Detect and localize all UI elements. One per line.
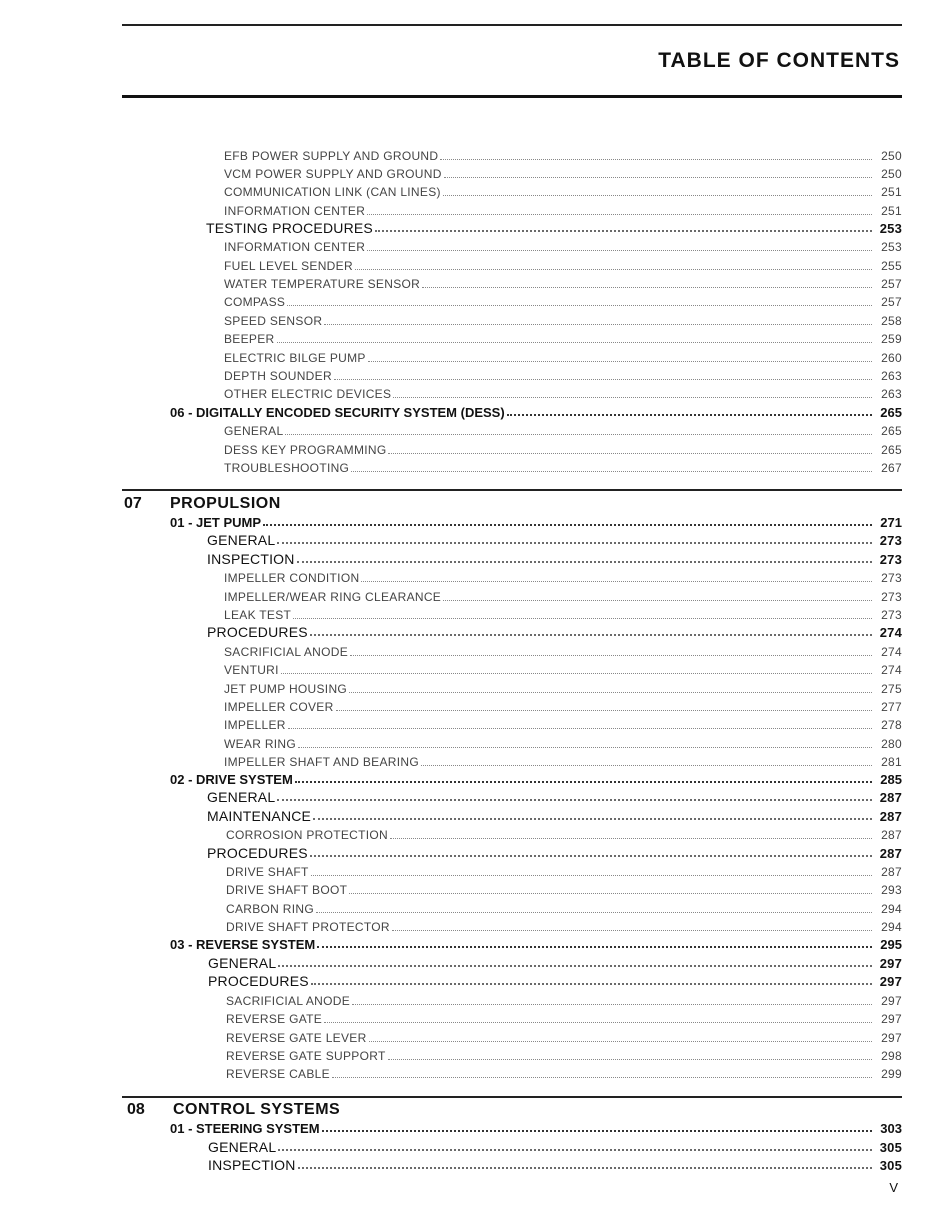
toc-entry-page: 255 bbox=[881, 259, 902, 273]
dot-leader bbox=[443, 195, 872, 196]
toc-entry-page: 297 bbox=[879, 956, 902, 971]
toc-entry-page: 287 bbox=[879, 790, 902, 805]
toc-entry-page: 287 bbox=[879, 809, 902, 824]
toc-entry[interactable] bbox=[224, 181, 902, 199]
toc-entry-page: 267 bbox=[881, 461, 902, 475]
toc-entry[interactable] bbox=[208, 1137, 902, 1155]
dot-leader bbox=[324, 1022, 872, 1023]
toc-entry[interactable] bbox=[224, 145, 902, 163]
toc-entry-page: 287 bbox=[881, 828, 902, 842]
toc-entry-page: 265 bbox=[881, 443, 902, 457]
toc-entry-page: 250 bbox=[881, 149, 902, 163]
toc-entry[interactable] bbox=[226, 879, 902, 897]
toc-entry[interactable] bbox=[224, 310, 902, 328]
toc-entry[interactable] bbox=[224, 383, 902, 401]
toc-entry-label: DRIVE SHAFT bbox=[226, 865, 309, 879]
toc-entry-label: INSPECTION bbox=[207, 551, 295, 567]
toc-entry-label: INSPECTION bbox=[208, 1157, 296, 1173]
toc-entry-page: 281 bbox=[881, 755, 902, 769]
toc-entry-label: JET PUMP HOUSING bbox=[224, 682, 348, 696]
toc-entry-label: DEPTH SOUNDER bbox=[224, 369, 332, 383]
toc-entry-label: CARBON RING bbox=[226, 902, 314, 916]
toc-entry-label: PROCEDURES bbox=[207, 845, 308, 861]
toc-entry-label: REVERSE GATE SUPPORT bbox=[226, 1049, 386, 1063]
dot-leader bbox=[313, 818, 872, 820]
dot-leader bbox=[298, 747, 872, 748]
toc-entry-label: SPEED SENSOR bbox=[224, 314, 323, 328]
dot-leader bbox=[278, 1149, 872, 1151]
dot-leader bbox=[295, 781, 872, 783]
toc-entry-label: 02 - DRIVE SYSTEM bbox=[170, 772, 293, 787]
toc-entry-label: GENERAL bbox=[208, 955, 277, 971]
toc-entry[interactable] bbox=[224, 291, 902, 309]
toc-entry-label: VENTURI bbox=[224, 663, 279, 677]
dot-leader bbox=[316, 912, 872, 913]
toc-entry[interactable] bbox=[224, 347, 902, 365]
toc-entry-page: 285 bbox=[880, 772, 902, 787]
dot-leader bbox=[336, 710, 872, 711]
toc-entry-label: EFB POWER SUPPLY AND GROUND bbox=[224, 149, 439, 163]
toc-entry-page: 273 bbox=[881, 571, 902, 585]
toc-entry-label: IMPELLER bbox=[224, 718, 286, 732]
toc-entry-label: DRIVE SHAFT PROTECTOR bbox=[226, 920, 390, 934]
dot-leader bbox=[311, 875, 872, 876]
toc-entry[interactable] bbox=[224, 365, 902, 383]
toc-entry-page: 287 bbox=[879, 846, 902, 861]
toc-entry-page: 303 bbox=[880, 1121, 902, 1136]
toc-entry-page: 274 bbox=[879, 625, 902, 640]
section-rule bbox=[122, 1096, 902, 1098]
toc-entry-label: IMPELLER SHAFT AND BEARING bbox=[224, 755, 419, 769]
toc-entry-page: 297 bbox=[881, 1012, 902, 1026]
section-number: 08 bbox=[127, 1101, 145, 1118]
dot-leader bbox=[421, 765, 872, 766]
toc-entry[interactable] bbox=[224, 733, 902, 751]
toc-entry-page: 295 bbox=[880, 937, 902, 952]
toc-entry-label: FUEL LEVEL SENDER bbox=[224, 259, 353, 273]
dot-leader bbox=[281, 673, 872, 674]
section-rule bbox=[122, 489, 902, 491]
toc-entry[interactable] bbox=[224, 751, 902, 769]
dot-leader bbox=[332, 1077, 872, 1078]
toc-entry-label: 03 - REVERSE SYSTEM bbox=[170, 937, 316, 952]
toc-entry-label: REVERSE GATE LEVER bbox=[226, 1031, 367, 1045]
toc-entry-page: 273 bbox=[879, 552, 902, 567]
dot-leader bbox=[422, 287, 872, 288]
toc-entry-page: 263 bbox=[881, 387, 902, 401]
dot-leader bbox=[440, 159, 872, 160]
toc-entry-page: 258 bbox=[881, 314, 902, 328]
dot-leader bbox=[392, 930, 872, 931]
toc-entry-label: CORROSION PROTECTION bbox=[226, 828, 389, 842]
toc-entry[interactable] bbox=[224, 200, 902, 218]
toc-entry[interactable] bbox=[226, 824, 902, 842]
toc-entry-page: 253 bbox=[881, 240, 902, 254]
dot-leader bbox=[361, 581, 872, 582]
toc-entry-label: VCM POWER SUPPLY AND GROUND bbox=[224, 167, 442, 181]
toc-entry-label: TESTING PROCEDURES bbox=[206, 220, 373, 236]
section-title: PROPULSION bbox=[170, 495, 281, 512]
dot-leader bbox=[288, 728, 872, 729]
toc-entry[interactable] bbox=[224, 586, 902, 604]
toc-entry[interactable] bbox=[207, 530, 902, 548]
toc-entry-label: GENERAL bbox=[208, 1139, 277, 1155]
toc-entry-label: DESS KEY PROGRAMMING bbox=[224, 443, 387, 457]
toc-entry-page: 257 bbox=[881, 277, 902, 291]
toc-entry-label: REVERSE GATE bbox=[226, 1012, 323, 1026]
toc-entry-page: 253 bbox=[879, 221, 902, 236]
toc-entry-page: 280 bbox=[881, 737, 902, 751]
section-number: 07 bbox=[124, 495, 142, 512]
toc-entry-label: GENERAL bbox=[207, 789, 276, 805]
toc-entry-page: 294 bbox=[881, 902, 902, 916]
toc-entry[interactable] bbox=[226, 1045, 902, 1063]
toc-entry-page: 265 bbox=[880, 405, 902, 420]
top-rule bbox=[122, 24, 902, 26]
dot-leader bbox=[390, 838, 872, 839]
toc-entry-page: 293 bbox=[881, 883, 902, 897]
toc-entry-page: 251 bbox=[881, 204, 902, 218]
toc-entry[interactable] bbox=[224, 236, 902, 254]
dot-leader bbox=[285, 434, 872, 435]
toc-entry-page: 265 bbox=[881, 424, 902, 438]
toc-entry[interactable] bbox=[226, 990, 902, 1008]
toc-entry[interactable] bbox=[207, 843, 902, 861]
toc-entry-label: SACRIFICIAL ANODE bbox=[224, 645, 349, 659]
toc-entry-page: 263 bbox=[881, 369, 902, 383]
dot-leader bbox=[388, 1059, 872, 1060]
dot-leader bbox=[317, 946, 872, 948]
toc-entry-page: 260 bbox=[881, 351, 902, 365]
toc-entry-label: IMPELLER/WEAR RING CLEARANCE bbox=[224, 590, 442, 604]
toc-entry-label: REVERSE CABLE bbox=[226, 1067, 330, 1081]
toc-chapter-entry[interactable] bbox=[170, 934, 902, 952]
toc-entry[interactable] bbox=[207, 806, 902, 824]
toc-entry[interactable] bbox=[208, 1155, 902, 1173]
dot-leader bbox=[507, 414, 872, 416]
toc-entry-label: WATER TEMPERATURE SENSOR bbox=[224, 277, 421, 291]
toc-entry-label: 01 - JET PUMP bbox=[170, 515, 262, 530]
toc-entry-label: PROCEDURES bbox=[208, 973, 309, 989]
dot-leader bbox=[311, 983, 872, 985]
toc-entry[interactable] bbox=[207, 549, 902, 567]
toc-entry-label: 01 - STEERING SYSTEM bbox=[170, 1121, 320, 1136]
toc-entry-page: 251 bbox=[881, 185, 902, 199]
dot-leader bbox=[444, 177, 872, 178]
toc-entry[interactable] bbox=[208, 953, 902, 971]
toc-entry-label: IMPELLER COVER bbox=[224, 700, 334, 714]
toc-entry-page: 275 bbox=[881, 682, 902, 696]
toc-chapter-entry[interactable] bbox=[170, 512, 902, 530]
toc-entry[interactable] bbox=[226, 1027, 902, 1045]
toc-entry[interactable] bbox=[226, 1063, 902, 1081]
dot-leader bbox=[310, 855, 872, 857]
toc-entry[interactable] bbox=[224, 678, 902, 696]
toc-chapter-entry[interactable] bbox=[170, 402, 902, 420]
toc-entry-label: LEAK TEST bbox=[224, 608, 292, 622]
dot-leader bbox=[388, 453, 872, 454]
toc-entry-page: 294 bbox=[881, 920, 902, 934]
toc-entry-label: GENERAL bbox=[224, 424, 284, 438]
toc-entry-page: 274 bbox=[881, 645, 902, 659]
toc-entry-label: TROUBLESHOOTING bbox=[224, 461, 350, 475]
toc-entry-page: 297 bbox=[881, 994, 902, 1008]
toc-entry-page: 271 bbox=[880, 515, 902, 530]
toc-entry[interactable] bbox=[224, 604, 902, 622]
toc-entry-page: 277 bbox=[881, 700, 902, 714]
toc-entry-page: 273 bbox=[881, 608, 902, 622]
dot-leader bbox=[298, 1167, 872, 1169]
dot-leader bbox=[287, 305, 872, 306]
page-title: TABLE OF CONTENTS bbox=[658, 49, 900, 72]
toc-entry[interactable] bbox=[224, 659, 902, 677]
dot-leader bbox=[263, 524, 872, 526]
section-heading-control-systems[interactable] bbox=[127, 1099, 340, 1119]
toc-entry-page: 273 bbox=[879, 533, 902, 548]
toc-entry[interactable] bbox=[206, 218, 902, 236]
dot-leader bbox=[369, 1041, 872, 1042]
toc-entry-page: 257 bbox=[881, 295, 902, 309]
toc-entry-page: 305 bbox=[879, 1158, 902, 1173]
dot-leader bbox=[355, 269, 872, 270]
section-title: CONTROL SYSTEMS bbox=[173, 1101, 341, 1118]
toc-entry-page: 305 bbox=[879, 1140, 902, 1155]
dot-leader bbox=[297, 561, 872, 563]
toc-entry-page: 298 bbox=[881, 1049, 902, 1063]
toc-entry-label: PROCEDURES bbox=[207, 624, 308, 640]
dot-leader bbox=[352, 1004, 872, 1005]
dot-leader bbox=[367, 214, 872, 215]
toc-entry-label: WEAR RING bbox=[224, 737, 297, 751]
toc-entry[interactable] bbox=[226, 898, 902, 916]
toc-entry-page: 297 bbox=[879, 974, 902, 989]
dot-leader bbox=[393, 397, 872, 398]
section-heading-propulsion[interactable] bbox=[124, 493, 281, 513]
toc-entry[interactable] bbox=[224, 714, 902, 732]
toc-entry-label: OTHER ELECTRIC DEVICES bbox=[224, 387, 392, 401]
toc-chapter-entry[interactable] bbox=[170, 1118, 902, 1136]
toc-entry-label: COMPASS bbox=[224, 295, 286, 309]
dot-leader bbox=[277, 342, 873, 343]
dot-leader bbox=[443, 600, 872, 601]
dot-leader bbox=[375, 230, 872, 232]
toc-entry-label: COMMUNICATION LINK (CAN LINES) bbox=[224, 185, 441, 199]
toc-entry-label: INFORMATION CENTER bbox=[224, 204, 366, 218]
page-number: V bbox=[889, 1180, 898, 1195]
toc-entry-page: 297 bbox=[881, 1031, 902, 1045]
dot-leader bbox=[324, 324, 872, 325]
dot-leader bbox=[277, 542, 872, 544]
toc-entry[interactable] bbox=[207, 622, 902, 640]
toc-entry-label: DRIVE SHAFT BOOT bbox=[226, 883, 348, 897]
dot-leader bbox=[368, 361, 872, 362]
toc-entry-page: 274 bbox=[881, 663, 902, 677]
toc-entry-page: 273 bbox=[881, 590, 902, 604]
toc-entry-label: MAINTENANCE bbox=[207, 808, 312, 824]
toc-entry-page: 259 bbox=[881, 332, 902, 346]
toc-entry[interactable] bbox=[224, 457, 902, 475]
toc-entry[interactable] bbox=[224, 328, 902, 346]
toc-entry[interactable] bbox=[208, 971, 902, 989]
dot-leader bbox=[350, 655, 872, 656]
toc-entry-label: SACRIFICIAL ANODE bbox=[226, 994, 351, 1008]
toc-entry[interactable] bbox=[224, 163, 902, 181]
toc-entry-label: IMPELLER CONDITION bbox=[224, 571, 360, 585]
toc-entry[interactable] bbox=[207, 787, 902, 805]
toc-entry[interactable] bbox=[224, 696, 902, 714]
toc-entry[interactable] bbox=[224, 641, 902, 659]
dot-leader bbox=[310, 634, 872, 636]
toc-entry-label: 06 - DIGITALLY ENCODED SECURITY SYSTEM (DESS) bbox=[170, 405, 505, 420]
title-rule bbox=[122, 95, 902, 98]
dot-leader bbox=[293, 618, 872, 619]
toc-entry[interactable] bbox=[224, 420, 902, 438]
toc-entry[interactable] bbox=[224, 439, 902, 457]
toc-chapter-entry[interactable] bbox=[170, 769, 902, 787]
dot-leader bbox=[349, 893, 872, 894]
dot-leader bbox=[349, 692, 872, 693]
toc-entry[interactable] bbox=[226, 916, 902, 934]
dot-leader bbox=[277, 799, 872, 801]
toc-entry-label: GENERAL bbox=[207, 532, 276, 548]
toc-entry-label: INFORMATION CENTER bbox=[224, 240, 366, 254]
dot-leader bbox=[322, 1130, 872, 1132]
toc-entry[interactable] bbox=[224, 255, 902, 273]
toc-entry-label: BEEPER bbox=[224, 332, 275, 346]
toc-entry-page: 250 bbox=[881, 167, 902, 181]
toc-entry[interactable] bbox=[226, 1008, 902, 1026]
toc-entry[interactable] bbox=[226, 861, 902, 879]
dot-leader bbox=[278, 965, 872, 967]
toc-entry-page: 287 bbox=[881, 865, 902, 879]
dot-leader bbox=[367, 250, 872, 251]
toc-entry-label: ELECTRIC BILGE PUMP bbox=[224, 351, 366, 365]
toc-entry-page: 278 bbox=[881, 718, 902, 732]
dot-leader bbox=[351, 471, 872, 472]
toc-entry-page: 299 bbox=[881, 1067, 902, 1081]
toc-entry[interactable] bbox=[224, 273, 902, 291]
dot-leader bbox=[334, 379, 872, 380]
toc-entry[interactable] bbox=[224, 567, 902, 585]
